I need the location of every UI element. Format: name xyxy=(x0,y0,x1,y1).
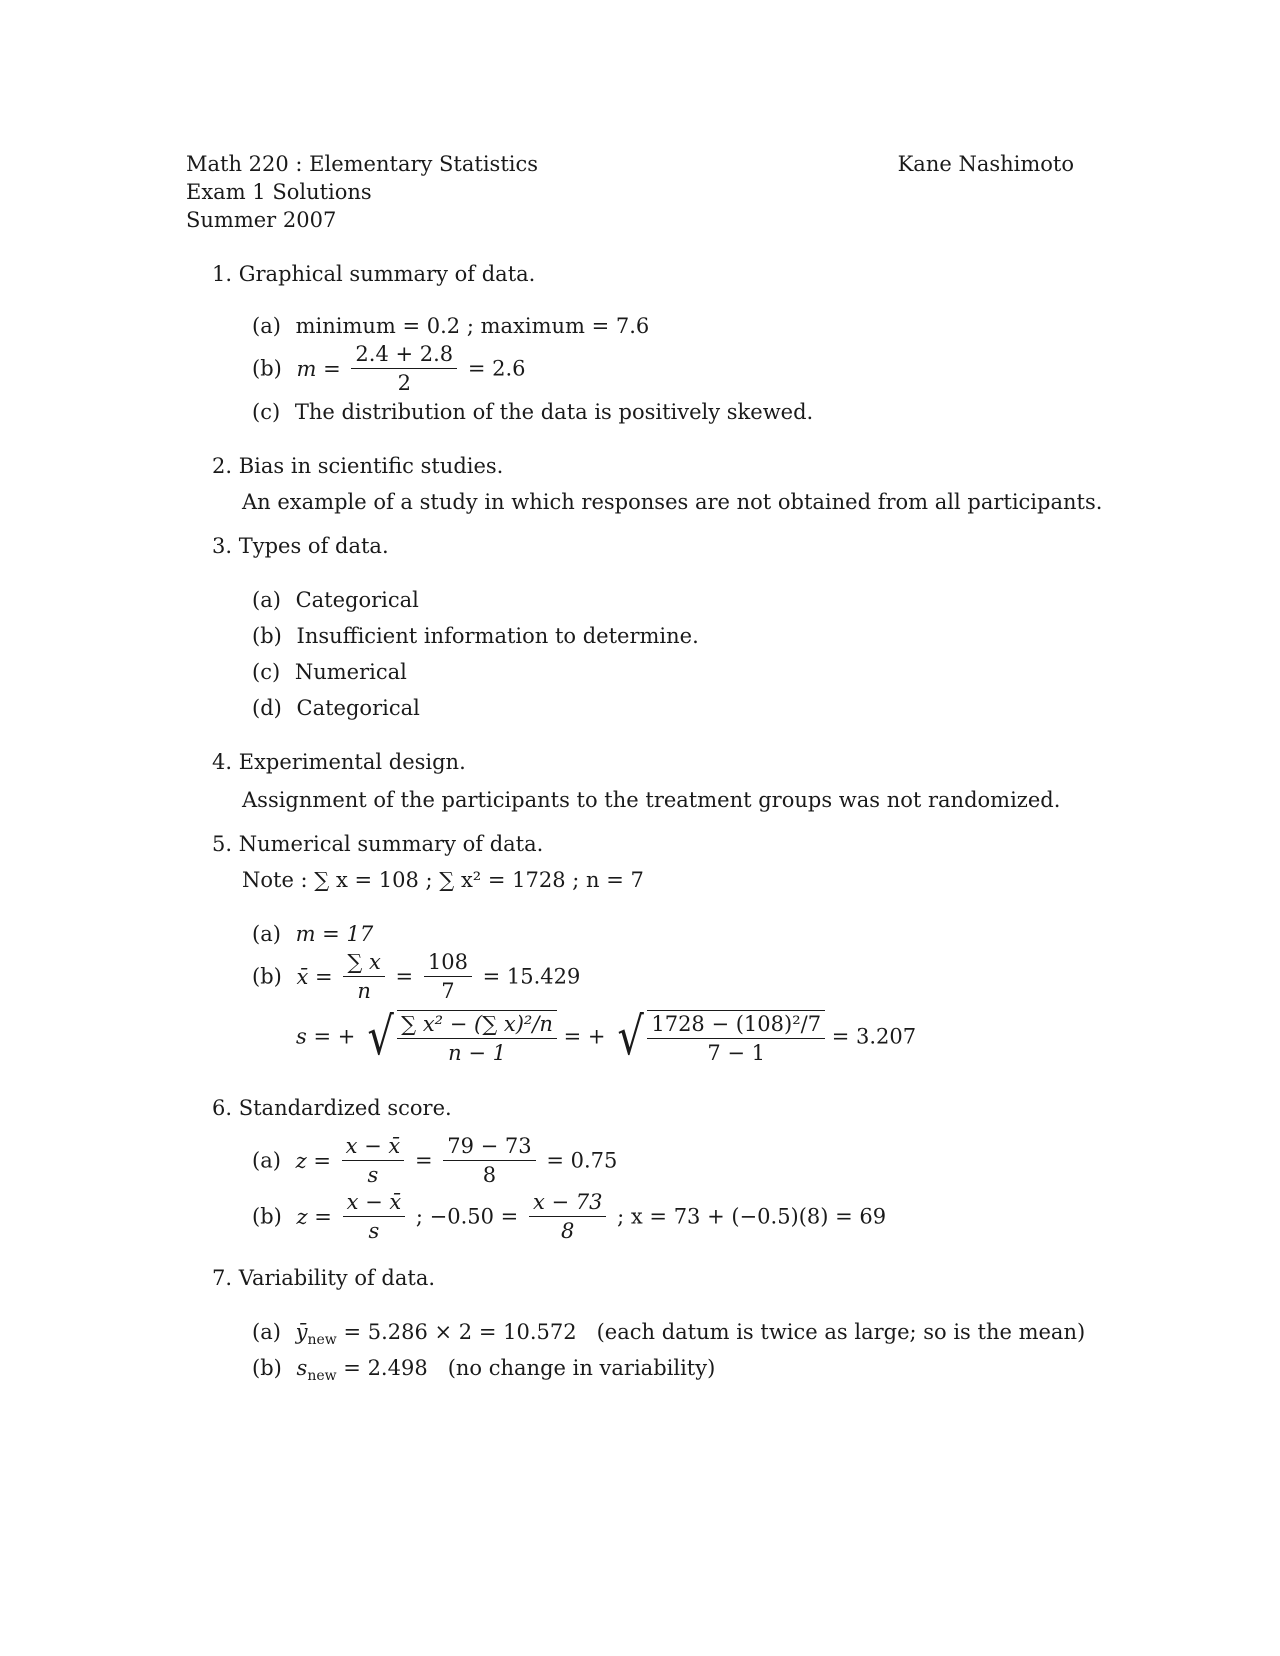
q3-d xyxy=(252,698,420,719)
q3-c-label: (c) xyxy=(252,660,281,684)
sqrt-icon: √ xyxy=(617,1007,645,1067)
q5-s-denominator-1: n − 1 xyxy=(397,1038,557,1064)
q2-number: 2. xyxy=(212,454,233,478)
q1-a-label: (a) xyxy=(252,314,281,338)
q6-heading xyxy=(212,1098,452,1119)
q5-s-sqrt-1 xyxy=(364,1007,557,1067)
q5-b-denominator-1: n xyxy=(343,976,385,1002)
q6-a-numerator-1: x − x̄ xyxy=(345,1134,401,1158)
q4-number: 4. xyxy=(212,750,233,774)
q5-b-fraction-2 xyxy=(424,952,472,1002)
q2-title: Bias in scientific studies. xyxy=(238,454,504,478)
q5-a-text: m = 17 xyxy=(295,922,374,946)
q5-s-fraction-2 xyxy=(647,1014,825,1064)
q3-c xyxy=(252,662,407,683)
q1-b-rhs: = 2.6 xyxy=(467,356,526,381)
q6-b-denominator-2: 8 xyxy=(529,1216,607,1242)
q5-a-label: (a) xyxy=(252,922,281,946)
q3-d-text: Categorical xyxy=(296,696,420,720)
q4-title: Experimental design. xyxy=(238,750,466,774)
q5-s-numerator-1: ∑ x² − (∑ x)²/n xyxy=(401,1012,553,1036)
q3-a xyxy=(252,590,419,611)
q5-s-rhs: = 3.207 xyxy=(831,1024,917,1049)
q7-a-text: = 5.286 × 2 = 10.572 (each datum is twice as large; so is the mean) xyxy=(343,1320,1086,1344)
q7-b-text: = 2.498 (no change in variability) xyxy=(343,1356,716,1380)
q6-b-lhs: z = xyxy=(296,1204,332,1229)
q2-heading xyxy=(212,456,503,477)
q1-b-lhs: m = xyxy=(296,356,341,381)
q6-b-middle: ; −0.50 = xyxy=(415,1204,519,1229)
q6-b-numerator-1: x − x̄ xyxy=(346,1190,402,1214)
q1-number: 1. xyxy=(212,262,233,286)
q3-a-label: (a) xyxy=(252,588,281,612)
q5-a xyxy=(252,924,373,945)
q6-a-numerator-2: 79 − 73 xyxy=(447,1134,532,1158)
q7-a-label: (a) xyxy=(252,1320,281,1344)
q5-b-equals: = xyxy=(395,964,414,989)
q1-b-denominator: 2 xyxy=(351,368,457,394)
q1-b-numerator: 2.4 + 2.8 xyxy=(355,342,454,366)
q6-a-denominator-1: s xyxy=(342,1160,405,1186)
q6-a-lhs: z = xyxy=(295,1148,331,1173)
q3-d-label: (d) xyxy=(252,696,282,720)
q5-b-numerator-1: ∑ x xyxy=(347,950,381,974)
q1-b xyxy=(252,344,526,394)
q5-b-lhs: x̄ = xyxy=(296,964,333,989)
q6-a xyxy=(252,1136,617,1186)
q6-title: Standardized score. xyxy=(238,1096,452,1120)
q5-s-lhs: s = + xyxy=(296,1024,356,1049)
q1-b-fraction xyxy=(351,344,457,394)
q5-heading xyxy=(212,834,543,855)
q6-a-denominator-2: 8 xyxy=(443,1160,535,1186)
q5-b-fraction-1 xyxy=(343,952,385,1002)
q5-s-formula xyxy=(296,1007,917,1067)
q3-heading xyxy=(212,536,389,557)
q3-c-text: Numerical xyxy=(294,660,407,684)
q2-answer: An example of a study in which responses are not obtained from all participants. xyxy=(242,490,1103,514)
q4-heading xyxy=(212,752,466,773)
exam-term: Summer 2007 xyxy=(186,208,337,232)
q7-b-variable: s xyxy=(296,1356,308,1380)
q3-b xyxy=(252,626,699,647)
author-name: Kane Nashimoto xyxy=(897,152,1074,176)
q5-s-fraction-1 xyxy=(397,1014,557,1064)
q5-s-sqrt-2 xyxy=(614,1007,825,1067)
q3-b-text: Insufficient information to determine. xyxy=(296,624,699,648)
q7-a xyxy=(252,1322,1085,1347)
q1-c-label: (c) xyxy=(252,400,281,424)
q5-b-label: (b) xyxy=(252,964,282,989)
q5-b-rhs: = 15.429 xyxy=(482,964,581,989)
q6-b-numerator-2: x − 73 xyxy=(532,1190,603,1214)
q5-number: 5. xyxy=(212,832,233,856)
q5-note: Note : ∑ x = 108 ; ∑ x² = 1728 ; n = 7 xyxy=(242,868,644,892)
q6-a-fraction-1 xyxy=(342,1136,405,1186)
exam-title: Exam 1 Solutions xyxy=(186,180,372,204)
q6-a-fraction-2 xyxy=(443,1136,535,1186)
q6-number: 6. xyxy=(212,1096,233,1120)
q1-a-text: minimum = 0.2 ; maximum = 7.6 xyxy=(295,314,650,338)
q5-b xyxy=(252,952,580,1002)
q3-number: 3. xyxy=(212,534,233,558)
q6-b-fraction-2 xyxy=(529,1192,607,1242)
q7-b xyxy=(252,1358,715,1383)
q6-a-equals: = xyxy=(414,1148,433,1173)
q5-b-denominator-2: 7 xyxy=(424,976,472,1002)
q5-s-denominator-2: 7 − 1 xyxy=(647,1038,825,1064)
q7-a-variable: ȳ xyxy=(295,1320,308,1344)
sqrt-icon: √ xyxy=(367,1007,394,1067)
q1-heading xyxy=(212,264,535,285)
q7-number: 7. xyxy=(212,1266,233,1290)
q1-a xyxy=(252,316,649,337)
q6-a-label: (a) xyxy=(252,1148,281,1173)
q1-title: Graphical summary of data. xyxy=(238,262,536,286)
q3-title: Types of data. xyxy=(238,534,389,558)
q1-c xyxy=(252,402,813,423)
q7-b-label: (b) xyxy=(252,1356,282,1380)
q5-b-numerator-2: 108 xyxy=(427,950,468,974)
q7-title: Variability of data. xyxy=(238,1266,436,1290)
q6-b-label: (b) xyxy=(252,1204,282,1229)
q1-b-label: (b) xyxy=(252,356,282,381)
q4-answer: Assignment of the participants to the treatment groups was not randomized. xyxy=(242,788,1061,812)
q6-b-fraction-1 xyxy=(343,1192,406,1242)
q6-b xyxy=(252,1192,886,1242)
q7-heading xyxy=(212,1268,435,1289)
q3-b-label: (b) xyxy=(252,624,282,648)
q7-a-subscript: new xyxy=(307,1332,337,1349)
q5-title: Numerical summary of data. xyxy=(238,832,544,856)
q6-b-denominator-1: s xyxy=(343,1216,406,1242)
q6-b-rhs: ; x = 73 + (−0.5)(8) = 69 xyxy=(617,1204,887,1229)
q6-a-rhs: = 0.75 xyxy=(546,1148,618,1173)
q3-a-text: Categorical xyxy=(295,588,419,612)
course-title: Math 220 : Elementary Statistics xyxy=(186,152,539,176)
q7-b-subscript: new xyxy=(307,1368,337,1385)
q5-s-numerator-2: 1728 − (108)²/7 xyxy=(651,1012,822,1036)
q1-c-text: The distribution of the data is positively skewed. xyxy=(294,400,814,424)
q5-s-equals: = + xyxy=(563,1024,606,1049)
